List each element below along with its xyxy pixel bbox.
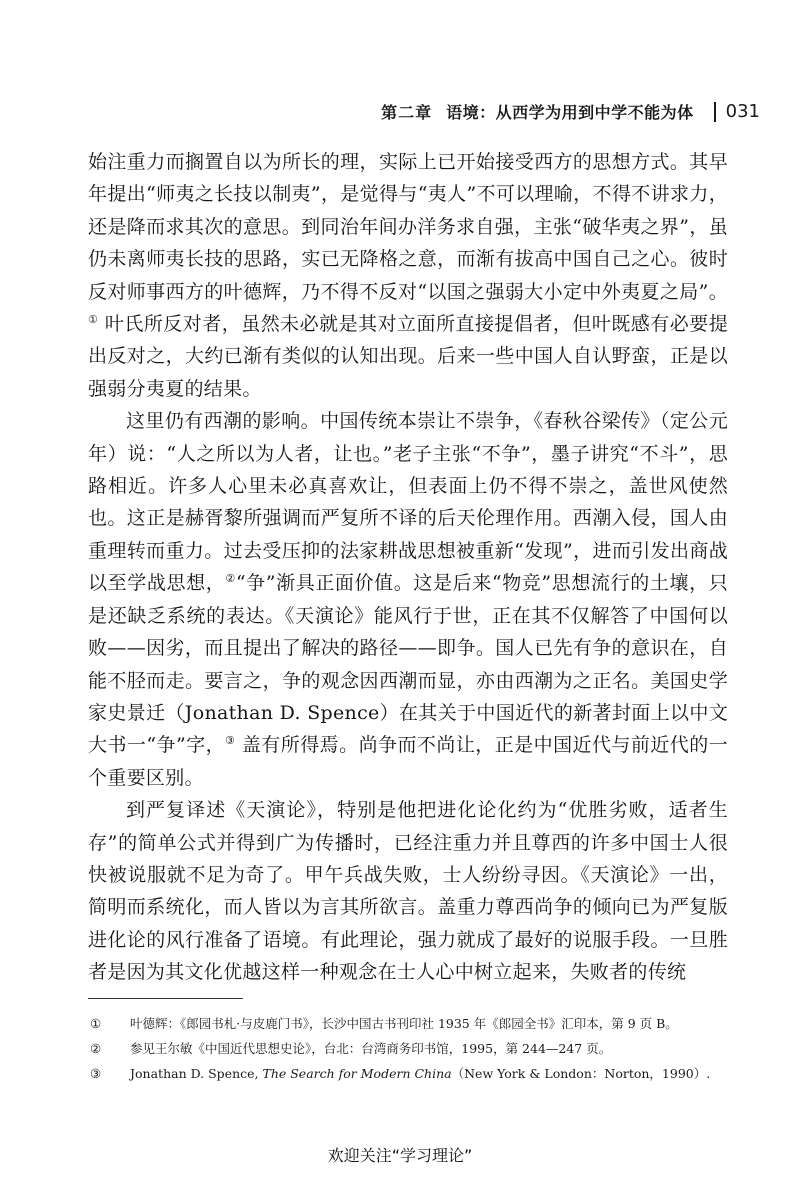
page-number: 031 bbox=[725, 101, 760, 122]
paragraph-text: 始注重力而搁置自以为所长的理，实际上已开始接受西方的思想方式。其早年提出“师夷之长技以制夷”，是觉得与“夷人”不可以理喻，不得不讲求力，还是降而求其次的意思。到同治年间办洋务求自强，主张“破华夷之界”，虽仍未离师夷长技的思路，实已无降格之意，而渐有拔高中国自己之心。彼时反对师事西方的叶德辉，乃不得不反对“以国之强弱大小定中外夷夏之局”。 bbox=[88, 151, 728, 303]
bottom-banner-text: 欢迎关注“学习理论” bbox=[327, 1146, 473, 1165]
footnote bbox=[88, 1038, 728, 1059]
paragraph-text: 盖有所得焉。尚争而不尚让，正是中国近代与前近代的一个重要区别。 bbox=[88, 734, 728, 789]
chapter-title: 语境：从西学为用到中学不能为体 bbox=[446, 103, 694, 122]
paragraph bbox=[88, 794, 728, 988]
footnote-mark: ① bbox=[90, 1016, 102, 1031]
footnotes bbox=[88, 1013, 728, 1088]
citation-publisher: （New York & London：Norton，1990）. bbox=[451, 1066, 711, 1081]
footnote-mark: ③ bbox=[90, 1066, 102, 1081]
footnote-ref: ① bbox=[88, 313, 99, 327]
footnote-ref: ③ bbox=[225, 734, 236, 748]
paragraph bbox=[88, 405, 728, 794]
citation-author: Jonathan D. Spence, bbox=[130, 1066, 263, 1081]
footnote bbox=[88, 1063, 728, 1084]
footnote-mark: ② bbox=[90, 1041, 102, 1056]
footnote-rule bbox=[88, 998, 243, 999]
footnote bbox=[88, 1013, 728, 1034]
chapter-label: 第二章 bbox=[381, 103, 433, 122]
body-text bbox=[88, 146, 728, 989]
footnote-text: 参见王尔敏《中国近代思想史论》，台北：台湾商务印书馆，1995，第 244—247 页。 bbox=[130, 1041, 612, 1056]
running-header bbox=[381, 100, 760, 123]
paragraph-text: 这里仍有西潮的影响。中国传统本崇让不崇争，《春秋谷梁传》（定公元年）说：“人之所以为人者，让也。”老子主张“不争”，墨子讲究“不斗”，思路相近。许多人心里未必真喜欢让，但表面上仍不得不崇之，盖世风使然也。这正是赫胥黎所强调而严复所不译的后天伦理作用。西潮入侵，国人由重理转而重力。过去受压抑的法家耕战思想被重新“发现”，进而引发出商战以至学战思想， bbox=[88, 410, 728, 595]
footnote-ref: ② bbox=[225, 572, 236, 586]
footnote-text: 叶德辉：《郎园书札·与皮鹿门书》，长沙中国古书刊印社 1935 年《郎园全书》汇印本，第 9 页 B。 bbox=[130, 1016, 678, 1031]
citation-book-title: The Search for Modern China bbox=[262, 1066, 452, 1081]
footnote-text bbox=[130, 1063, 728, 1084]
paragraph-text: 到严复译述《天演论》，特别是他把进化论化约为“优胜劣败，适者生存”的简单公式并得到广为传播时，已经注重力并且尊西的许多中国士人很快被说服就不足为奇了。甲午兵战失败，士人纷纷寻因。《天演论》一出，简明而系统化，而人皆以为言其所欲言。盖重力尊西尚争的倾向已为严复版进化论的风行准备了语境。有此理论，强力就成了最好的说服手段。一旦胜者是因为其文化优越这样一种观念在士人心中树立起来，失败者的传统 bbox=[88, 799, 728, 984]
paragraph-text: “争”渐具正面价值。这是后来“物竞”思想流行的土壤，只是还缺乏系统的表达。《天演论》能风行于世，正在其不仅解答了中国何以败——因劣，而且提出了解决的路径——即争。国人已先有争的意识在，自能不胫而走。要言之，争的观念因西潮而显，亦由西潮为之正名。美国史学家史景迁（Jonathan D. Spence）在其关于中国近代的新著封面上以中文大书一“争”字， bbox=[88, 572, 728, 757]
header-divider bbox=[714, 102, 716, 122]
paragraph-text: 叶氏所反对者，虽然未必就是其对立面所直接提倡者，但叶既感有必要提出反对之，大约已渐有类似的认知出现。后来一些中国人自认野蛮，正是以强弱分夷夏的结果。 bbox=[88, 313, 728, 400]
paragraph bbox=[88, 146, 728, 405]
